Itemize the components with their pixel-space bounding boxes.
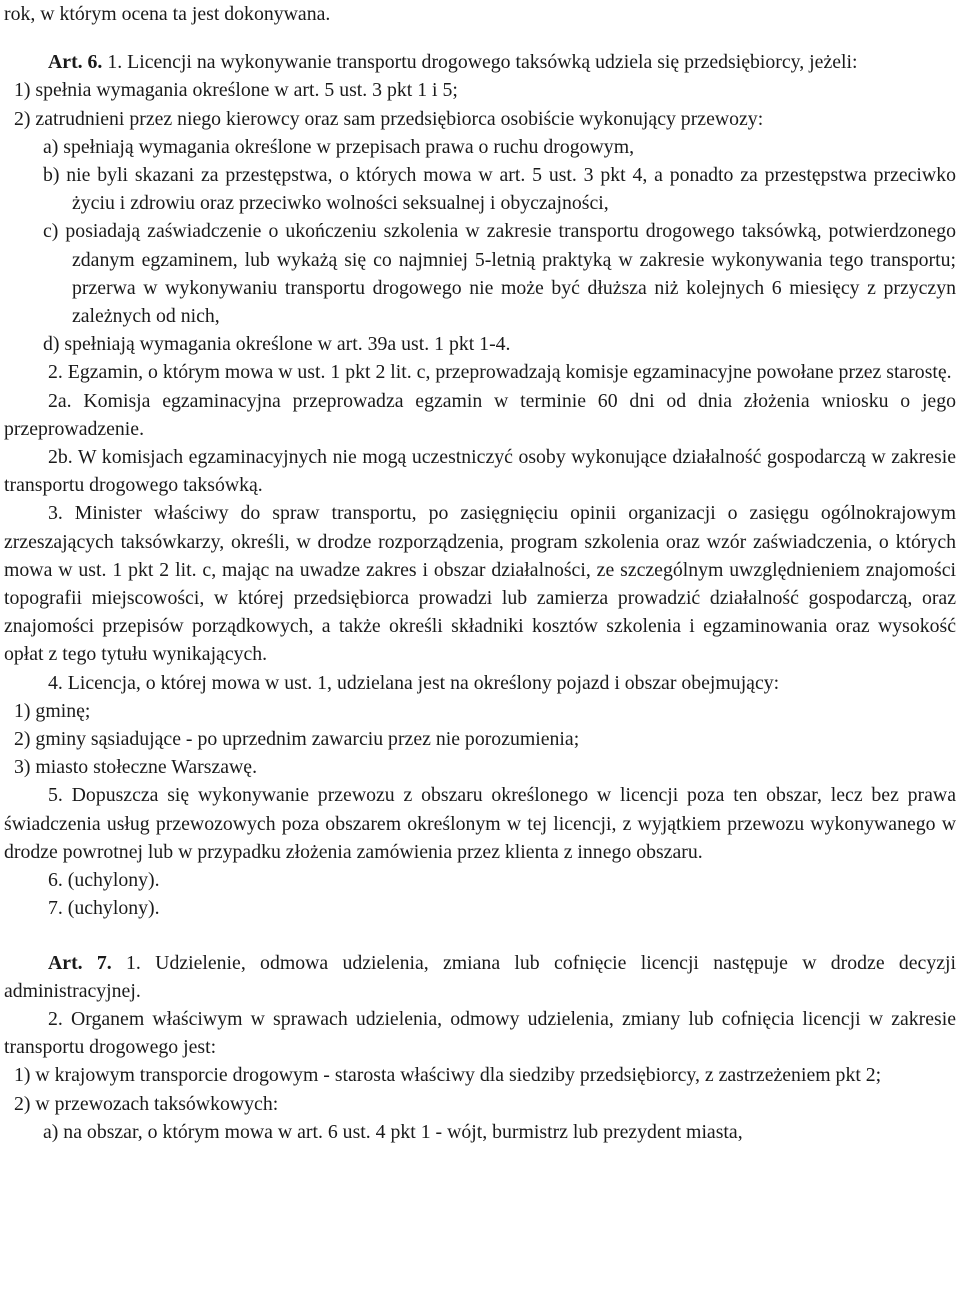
art6-para7: 7. (uchylony). — [48, 897, 160, 920]
carryover-line: rok, w którym ocena ta jest dokonywana. — [4, 3, 331, 25]
art6-para1-text: 1. Licencji na wykonywanie transportu drogowego taksówką udziela się przedsiębiorcy, jeżeli: — [107, 51, 858, 74]
art6-p4-item-1: 1) gminę; — [14, 699, 91, 722]
art7-para1 — [4, 949, 956, 1005]
art7-para1-text: 1. Udzielenie, odmowa udzielenia, zmiana lub cofnięcie licencji następuje w drodze decyzji administracyjnej. — [4, 951, 957, 1002]
art6-p4-item-2: 2) gminy sąsiadujące - po uprzednim zawarciu przez nie porozumienia; — [14, 728, 580, 751]
art6-p1-item-2: 2) zatrudnieni przez niego kierowcy oraz sam przedsiębiorca osobiście wykonujący przewozy: — [14, 107, 764, 130]
art6-p1-subitem-c: c) posiadają zaświadczenie o ukończeniu szkolenia w zakresie transportu drogowego taksówką, potwierdzonego zdanym egzaminem, lub wykażą się co najmniej 5-letnią praktyką w zakresie wykonywania tego transportu; przerwa w wykonywaniu transportu drogowego nie może być dłuższa niż kolejnych 6 miesięcy z przyczyn zależnych od nich, — [43, 220, 956, 328]
art6-p4-item-3: 3) miasto stołeczne Warszawę. — [14, 756, 258, 779]
art6-para5: 5. Dopuszcza się wykonywanie przewozu z obszaru określonego w licencji poza ten obszar, lecz bez prawa świadczenia usług przewozowych poza obszarem określonym w tej licencji, z wyjątkiem przewozu wykonywanego w drodze powrotnej lub w przypadku złożenia zamówienia przez klienta z innego obszaru. — [4, 784, 956, 863]
art6-p1-item-1: 1) spełnia wymagania określone w art. 5 ust. 3 pkt 1 i 5; — [14, 79, 458, 102]
art7-p2-subitem-a: a) na obszar, o którym mowa w art. 6 ust. 4 pkt 1 - wójt, burmistrz lub prezydent miasta, — [43, 1120, 743, 1143]
spacer — [4, 923, 956, 949]
art6-para2a: 2a. Komisja egzaminacyjna przeprowadza egzamin w terminie 60 dni od dnia złożenia wniosku o jego przeprowadzenie. — [4, 389, 956, 440]
art6-para2b: 2b. W komisjach egzaminacyjnych nie mogą uczestniczyć osoby wykonujące działalność gospodarczą w zakresie transportu drogowego taksówką. — [4, 446, 956, 497]
art7-label: Art. 7. — [48, 951, 112, 974]
spacer — [4, 28, 956, 48]
art7-p2-item-2: 2) w przewozach taksówkowych: — [14, 1092, 279, 1115]
art6-para2: 2. Egzamin, o którym mowa w ust. 1 pkt 2 lit. c, przeprowadzają komisje egzaminacyjne powołane przez starostę. — [48, 361, 952, 384]
art6-para1-intro — [4, 48, 956, 76]
art6-p1-subitem-b: b) nie byli skazani za przestępstwa, o których mowa w art. 5 ust. 3 pkt 4, a ponadto za przestępstwa przeciwko życiu i zdrowiu oraz przeciwko wolności seksualnej i obyczajności, — [43, 164, 956, 215]
art6-para4-intro: 4. Licencja, o której mowa w ust. 1, udzielana jest na określony pojazd i obszar obejmujący: — [48, 671, 780, 694]
art6-p1-subitem-a: a) spełniają wymagania określone w przepisach prawa o ruchu drogowym, — [43, 135, 635, 158]
art6-label: Art. 6. — [48, 51, 103, 74]
document-page — [4, 0, 956, 1146]
art6-para6: 6. (uchylony). — [48, 869, 160, 892]
art7-p2-item-1: 1) w krajowym transporcie drogowym - starosta właściwy dla siedziby przedsiębiorcy, z zastrzeżeniem pkt 2; — [14, 1064, 882, 1087]
art7-para2-intro: 2. Organem właściwym w sprawach udzielenia, odmowy udzielenia, zmiany lub cofnięcia licencji w zakresie transportu drogowego jest: — [4, 1007, 956, 1059]
art6-para3: 3. Minister właściwy do spraw transportu, po zasięgnięciu opinii organizacji o zasięgu ogólnokrajowym zrzeszających taksówkarzy, określi, w drodze rozporządzenia, program szkolenia oraz wzór zaświadczenia, o których mowa w ust. 1 pkt 2 lit. c, mając na uwadze zakres i obszar działalności, ze szczególnym uwzględnieniem znajomości topografii miejscowości, w której przedsiębiorca prowadzi lub zamierza prowadzić działalność gospodarczą, oraz znajomości przepisów porządkowych, a także określi składniki kosztów szkolenia i egzaminowania oraz wysokość opłat z tego tytułu wynikających. — [4, 502, 956, 666]
art6-p1-subitem-d: d) spełniają wymagania określone w art. 39a ust. 1 pkt 1-4. — [43, 333, 511, 356]
